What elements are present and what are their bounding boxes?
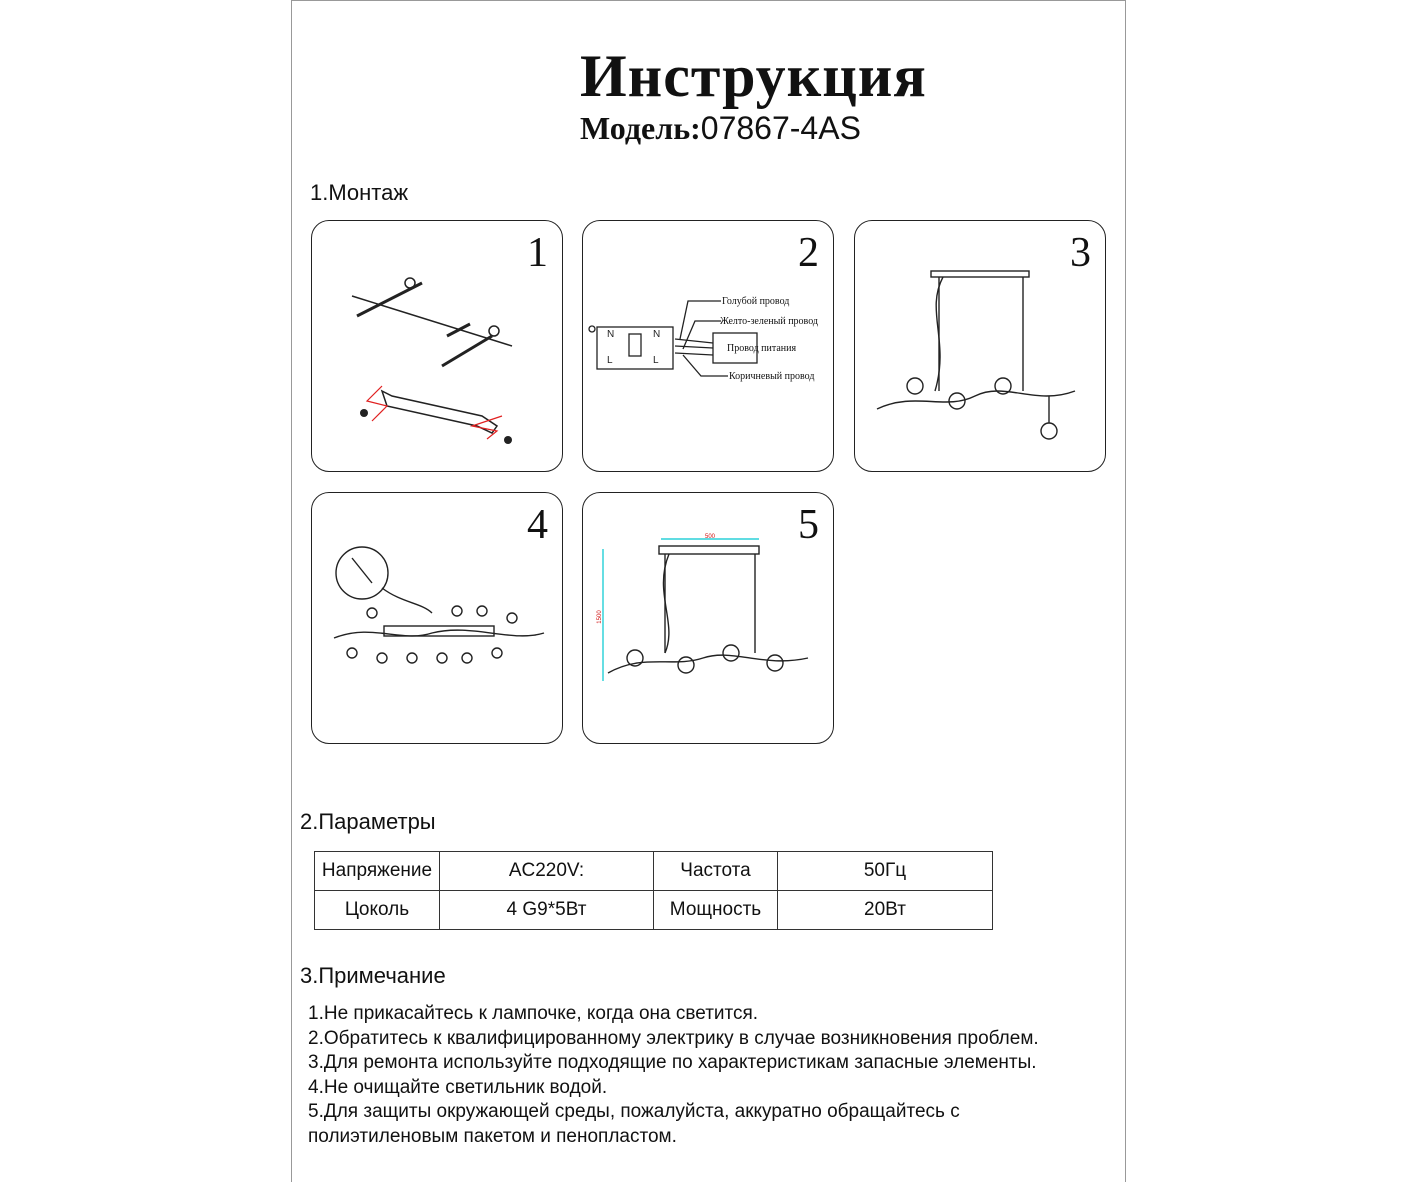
- parameters-table: [314, 851, 993, 930]
- table-cell: Частота: [654, 852, 778, 891]
- table-cell: 20Вт: [778, 891, 993, 930]
- step-number: 1: [527, 230, 548, 276]
- step-panel-2: [582, 220, 834, 472]
- table-cell: Цоколь: [315, 891, 440, 930]
- table-row: [315, 852, 993, 891]
- terminal-label: L: [607, 355, 613, 366]
- step-panel-5: [582, 492, 834, 744]
- dimension-height: 1500: [597, 610, 603, 624]
- note-item: 3.Для ремонта используйте подходящие по характеристикам запасные элементы.: [308, 1052, 1037, 1073]
- step-number: 4: [527, 502, 548, 548]
- section-heading-mounting: 1.Монтаж: [310, 180, 409, 205]
- page-title: Инструкция: [580, 43, 927, 109]
- terminal-label: N: [653, 329, 661, 340]
- model-label: Модель:: [580, 110, 701, 146]
- note-item: 1.Не прикасайтесь к лампочке, когда она светится.: [308, 1003, 759, 1024]
- note-item: полиэтиленовым пакетом и пенопластом.: [308, 1125, 677, 1147]
- note-item: 5.Для защиты окружающей среды, пожалуйста, аккуратно обращайтесь с: [308, 1101, 960, 1122]
- table-cell: Напряжение: [315, 852, 440, 891]
- step-number: 3: [1070, 230, 1091, 276]
- note-item: 4.Не очищайте светильник водой.: [308, 1076, 608, 1098]
- dimension-width: 500: [704, 534, 716, 540]
- table-row: [315, 891, 993, 930]
- notes-list: [308, 1002, 1039, 1149]
- section-heading-parameters: 2.Параметры: [300, 809, 436, 834]
- dimensions-illustration: [583, 493, 833, 743]
- wire-label-brown: Коричневый провод: [729, 371, 815, 382]
- terminal-label: L: [653, 355, 659, 366]
- step-panel-1: [311, 220, 563, 472]
- ceiling-mount-illustration: [312, 221, 562, 471]
- note-item: 2.Обратитесь к квалифицированному электрику в случае возникновения проблем.: [308, 1027, 1039, 1049]
- step-panel-3: [854, 220, 1106, 472]
- table-cell: 4 G9*5Вт: [440, 891, 654, 930]
- wire-label-blue: Голубой провод: [722, 296, 790, 307]
- wiring-diagram: [583, 221, 833, 471]
- model-line: [580, 110, 861, 147]
- table-cell: 50Гц: [778, 852, 993, 891]
- section-heading-notes: 3.Примечание: [300, 963, 446, 988]
- step-number: 2: [798, 230, 819, 276]
- model-value: 07867-4AS: [700, 110, 861, 146]
- chandelier-hanging-illustration: [855, 221, 1105, 471]
- wire-label-power: Провод питания: [727, 343, 797, 354]
- wire-label-yellow-green: Желто-зеленый провод: [720, 316, 818, 327]
- table-cell: AC220V:: [440, 852, 654, 891]
- bulb-install-illustration: [312, 493, 562, 743]
- table-cell: Мощность: [654, 891, 778, 930]
- step-number: 5: [798, 502, 819, 548]
- terminal-label: N: [607, 329, 615, 340]
- step-panel-4: [311, 492, 563, 744]
